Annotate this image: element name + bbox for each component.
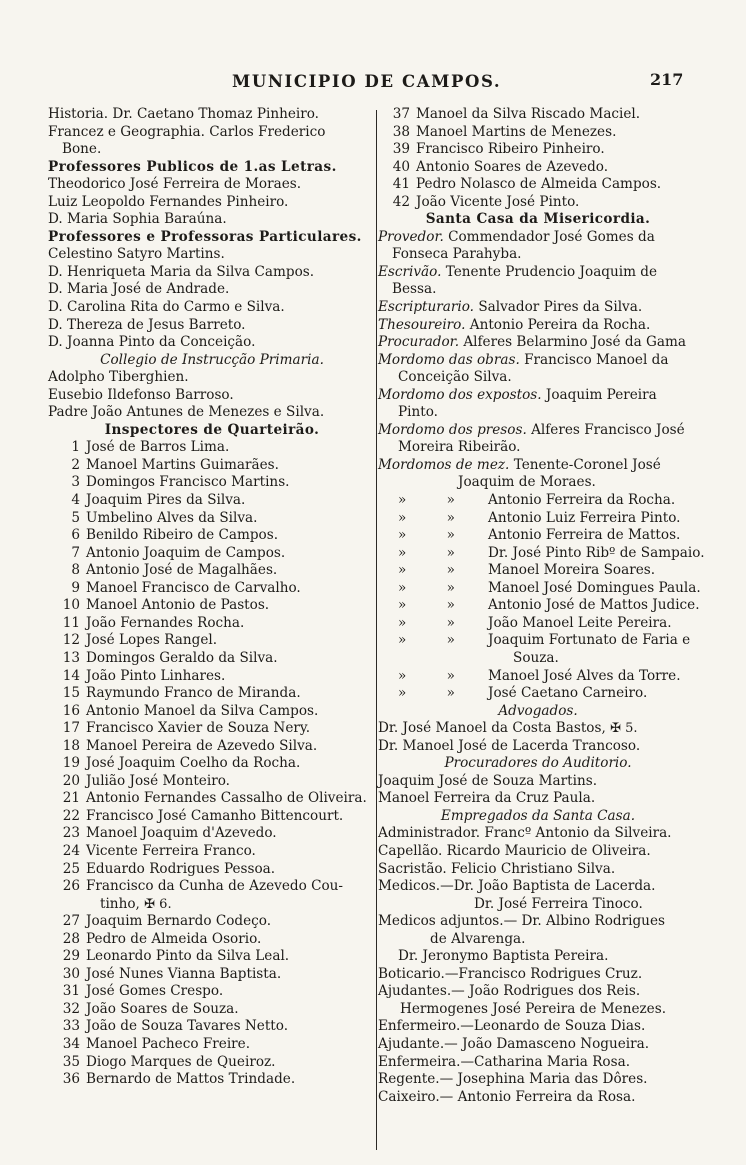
list-item: Celestino Satyro Martins.: [48, 246, 225, 263]
numbered-item: [48, 1018, 376, 1036]
item-number: 24: [62, 842, 80, 859]
numbered-item: [48, 632, 376, 650]
numbered-item: [48, 1054, 376, 1072]
inspectores-list-2: [48, 913, 376, 1088]
item-name: Joaquim Pires da Silva.: [86, 492, 246, 509]
item-number: 17: [62, 720, 80, 737]
item-name: Dr. José Manoel da Costa Bastos,: [378, 720, 606, 737]
list-item-cont: Dr. Jeronymo Baptista Pereira.: [398, 948, 609, 965]
numbered-item: [48, 948, 376, 966]
item-name: Francisco Xavier de Souza Nery.: [86, 720, 311, 737]
list-item: Sacristão. Felicio Christiano Silva.: [378, 860, 616, 877]
numbered-item: [48, 790, 376, 808]
item-number: 39: [392, 141, 410, 158]
role-name: Salvador Pires da Silva.: [478, 299, 643, 316]
item-number: 1: [71, 439, 80, 456]
numbered-item: [48, 668, 376, 686]
numbered-item: [48, 615, 376, 633]
role-procurador: [378, 334, 698, 352]
role-provedor: [378, 229, 698, 247]
item-number: 34: [62, 1035, 80, 1052]
role-name: Alferes Belarmino José da Gama: [463, 334, 686, 351]
ditto-marks: » »: [398, 562, 473, 579]
list-item-cont: Dr. José Ferreira Tinoco.: [474, 895, 643, 912]
ditto-item: [378, 527, 698, 545]
ditto-item: [378, 615, 698, 633]
role-label: Mordomos de mez.: [378, 456, 510, 473]
item-name: Vicente Ferreira Franco.: [86, 842, 256, 859]
list-item: D. Carolina Rita do Carmo e Silva.: [48, 299, 285, 316]
section-heading-inspectores: Inspectores de Quarteirão.: [104, 421, 320, 438]
item-number: 36: [62, 1071, 80, 1088]
item-name: Antonio Manoel da Silva Campos.: [86, 702, 319, 719]
list-item: Administrador. Francº Antonio da Silveira.: [378, 825, 672, 842]
order-cross-mark: ✠ 5.: [610, 721, 638, 737]
item-name: Eduardo Rodrigues Pessoa.: [86, 860, 276, 877]
item-name: Manoel José Domingues Paula.: [488, 579, 701, 596]
numbered-item: [48, 545, 376, 563]
list-item: Ajudantes.— João Rodrigues dos Reis.: [378, 983, 641, 1000]
item-name: Francisco José Camanho Bittencourt.: [86, 807, 344, 824]
page-header: [0, 70, 746, 96]
inspectores-list: [48, 439, 376, 878]
role-name-cont: Moreira Ribeirão.: [398, 439, 521, 456]
item-number: 35: [62, 1053, 80, 1070]
role-name: Francisco Manoel da: [524, 351, 669, 368]
numbered-item: [48, 878, 376, 896]
numbered-item: [48, 685, 376, 703]
item-name: José Nunes Vianna Baptista.: [86, 965, 282, 982]
item-name: José Lopes Rangel.: [86, 632, 218, 649]
item-number: 26: [62, 878, 80, 895]
item-number: 25: [62, 860, 80, 877]
role-name: Joaquim Pereira: [545, 386, 657, 403]
ditto-item: [378, 510, 698, 528]
role-label: Mordomo dos presos.: [378, 421, 527, 438]
right-column: [378, 106, 705, 1106]
list-item: Capellão. Ricardo Mauricio de Oliveira.: [378, 842, 651, 859]
item-name: Pedro Nolasco de Almeida Campos.: [416, 176, 662, 193]
list-item: Medicos.—Dr. João Baptista de Lacerda.: [378, 878, 656, 895]
role-name-cont: Fonseca Parahyba.: [392, 246, 522, 263]
item-name-cont: tinho,: [100, 895, 140, 912]
role-thesoureiro: [378, 317, 698, 335]
item-name: Manoel Francisco de Carvalho.: [86, 579, 301, 596]
list-item-cont: Hermogenes José Pereira de Menezes.: [400, 1000, 667, 1017]
item-number: 4: [71, 492, 80, 509]
numbered-item: [378, 159, 698, 177]
numbered-item: [48, 510, 376, 528]
numbered-item: [48, 983, 376, 1001]
numbered-item: [378, 106, 698, 124]
item-number: 7: [71, 544, 80, 561]
item-number: 3: [71, 474, 80, 491]
item-number: 23: [62, 825, 80, 842]
item-number: 11: [62, 614, 80, 631]
role-mordomo-expostos: [378, 387, 698, 405]
item-number: 30: [62, 965, 80, 982]
list-item: Caixeiro.— Antonio Ferreira da Rosa.: [378, 1088, 636, 1105]
list-item: Manoel Ferreira da Cruz Paula.: [378, 790, 596, 807]
numbered-item: [48, 966, 376, 984]
item-number: 33: [62, 1018, 80, 1035]
item-name: Antonio José de Magalhães.: [86, 562, 278, 579]
numbered-item: [48, 1071, 376, 1089]
list-item: Enfermeiro.—Leonardo de Souza Dias.: [378, 1018, 646, 1035]
role-label: Procurador.: [378, 334, 460, 351]
list-item: Adolpho Tiberghien.: [48, 369, 189, 386]
list-item: D. Henriqueta Maria da Silva Campos.: [48, 263, 315, 280]
francez-line: Francez e Geographia. Carlos Frederico: [48, 123, 326, 140]
item-number: 22: [62, 807, 80, 824]
numbered-item: [48, 773, 376, 791]
list-item: D. Joanna Pinto da Conceição.: [48, 334, 256, 351]
numbered-item-cont: [48, 896, 376, 914]
item-number: 6: [71, 527, 80, 544]
numbered-item: [378, 124, 698, 142]
section-heading-professores-particulares: Professores e Professoras Particulares.: [48, 228, 362, 245]
item-name: Antonio Soares de Azevedo.: [416, 158, 609, 175]
numbered-item: [48, 580, 376, 598]
list-item: Joaquim José de Souza Martins.: [378, 772, 598, 789]
item-name: João de Souza Tavares Netto.: [86, 1018, 289, 1035]
numbered-item: [48, 492, 376, 510]
item-number: 37: [392, 106, 410, 122]
ditto-marks: » »: [398, 685, 473, 702]
section-heading-empregados: Empregados da Santa Casa.: [440, 807, 636, 824]
item-number: 40: [392, 158, 410, 175]
item-name: Benildo Ribeiro de Campos.: [86, 527, 279, 544]
section-heading-advogados: Advogados.: [498, 702, 578, 719]
item-number: 20: [62, 772, 80, 789]
numbered-item: [48, 861, 376, 879]
item-name: Antonio Ferreira da Rocha.: [488, 492, 676, 509]
item-name: Bernardo de Mattos Trindade.: [86, 1071, 296, 1088]
role-name-cont: Pinto.: [398, 404, 438, 421]
ditto-marks: » »: [398, 614, 473, 631]
item-number: 38: [392, 123, 410, 140]
item-number: 28: [62, 930, 80, 947]
list-item-cont: de Alvarenga.: [430, 930, 526, 947]
item-name: João Vicente José Pinto.: [416, 193, 580, 210]
item-name: Manoel Martins Guimarães.: [86, 456, 279, 473]
item-number: 41: [392, 176, 410, 193]
list-item: Enfermeira.—Catharina Maria Rosa.: [378, 1053, 631, 1070]
role-label: Escrivão.: [378, 263, 442, 280]
item-name: Raymundo Franco de Miranda.: [86, 685, 301, 702]
role-name: Tenente Prudencio Joaquim de: [445, 263, 658, 280]
item-name: João Pinto Linhares.: [86, 667, 226, 684]
item-name: Domingos Geraldo da Silva.: [86, 649, 278, 666]
item-name: Joaquim Bernardo Codeço.: [86, 913, 272, 930]
mordomos-list-2: [378, 668, 698, 703]
ditto-marks: » »: [398, 597, 473, 614]
role-name: Antonio Pereira da Rocha.: [469, 316, 651, 333]
item-number: 42: [392, 193, 410, 210]
item-number: 18: [62, 737, 80, 754]
item-number: 5: [71, 509, 80, 526]
section-heading-collegio: Collegio de Instrucção Primaria.: [100, 351, 324, 368]
role-name-cont: Conceição Silva.: [398, 369, 512, 386]
item-number: 10: [62, 597, 80, 614]
item-name: Joaquim Fortunato de Faria e: [488, 632, 691, 649]
item-name: João Soares de Souza.: [86, 1000, 239, 1017]
numbered-item: [48, 1001, 376, 1019]
list-item: Dr. Manoel José de Lacerda Trancoso.: [378, 737, 641, 754]
numbered-item: [48, 562, 376, 580]
page-title: MUNICIPIO DE CAMPOS.: [232, 72, 502, 91]
item-number: 29: [62, 948, 80, 965]
item-number: 9: [71, 579, 80, 596]
ditto-marks: » »: [398, 632, 473, 649]
item-number: 8: [71, 562, 80, 579]
numbered-item: [48, 825, 376, 843]
item-name: Francisco Ribeiro Pinheiro.: [416, 141, 605, 158]
item-name-cont: Souza.: [513, 649, 559, 666]
item-name: João Fernandes Rocha.: [86, 614, 245, 631]
numbered-item: [48, 913, 376, 931]
list-item: Boticario.—Francisco Rodrigues Cruz.: [378, 965, 643, 982]
item-number: 27: [62, 913, 80, 930]
numbered-item: [48, 474, 376, 492]
role-escripturario: [378, 299, 698, 317]
role-label: Provedor.: [378, 228, 444, 245]
ditto-marks: » »: [398, 579, 473, 596]
item-name: Antonio Fernandes Cassalho de Oliveira.: [86, 790, 367, 807]
list-item: D. Maria Sophia Baraúna.: [48, 211, 227, 228]
list-item: D. Thereza de Jesus Barreto.: [48, 316, 246, 333]
item-name: Manoel da Silva Riscado Maciel.: [416, 106, 641, 122]
item-number: 31: [62, 983, 80, 1000]
role-name: Tenente-Coronel José: [513, 456, 661, 473]
numbered-item: [48, 843, 376, 861]
list-item: Padre João Antunes de Menezes e Silva.: [48, 404, 325, 421]
column-divider: [376, 110, 377, 1150]
numbered-item: [48, 755, 376, 773]
item-name: Pedro de Almeida Osorio.: [86, 930, 262, 947]
numbered-item: [378, 194, 698, 212]
item-name: Antonio Joaquim de Campos.: [86, 544, 286, 561]
item-name: Dr. José Pinto Ribº de Sampaio.: [488, 544, 705, 561]
numbered-item: [48, 808, 376, 826]
section-heading-procuradores: Procuradores do Auditorio.: [444, 755, 632, 772]
list-item: Ajudante.— João Damasceno Nogueira.: [378, 1035, 650, 1052]
item-name: João Manoel Leite Pereira.: [488, 614, 672, 631]
list-item: Theodorico José Ferreira de Moraes.: [48, 176, 302, 193]
role-name: Commendador José Gomes da: [448, 228, 655, 245]
numbered-item: [48, 527, 376, 545]
item-number: 32: [62, 1000, 80, 1017]
item-name: Manoel Pereira de Azevedo Silva.: [86, 737, 318, 754]
item-number: 15: [62, 685, 80, 702]
item-number: 19: [62, 755, 80, 772]
numbered-item: [48, 597, 376, 615]
role-escrivao: [378, 264, 698, 282]
item-number: 16: [62, 702, 80, 719]
list-item: D. Maria José de Andrade.: [48, 281, 230, 298]
numbered-item: [48, 439, 376, 457]
item-name: Manoel Martins de Menezes.: [416, 123, 617, 140]
ditto-marks: » »: [398, 527, 473, 544]
ditto-marks: » »: [398, 492, 473, 509]
item-name: Francisco da Cunha de Azevedo Cou-: [86, 878, 344, 895]
francez-line-cont: Bone.: [62, 141, 102, 158]
page-number: 217: [650, 70, 684, 89]
ditto-marks: » »: [398, 667, 473, 684]
numbered-item: [48, 720, 376, 738]
list-item: Regente.— Josephina Maria das Dôres.: [378, 1071, 648, 1088]
numbered-item: [378, 141, 698, 159]
left-column: [48, 106, 376, 1089]
numbered-item: [378, 176, 698, 194]
item-name: Manoel José Alves da Torre.: [488, 667, 681, 684]
section-heading-santa-casa: Santa Casa da Misericordia.: [425, 211, 651, 228]
role-name-cont: Joaquim de Moraes.: [458, 474, 596, 491]
ditto-marks: » »: [398, 509, 473, 526]
numbered-item: [48, 650, 376, 668]
role-mordomo-presos: [378, 422, 698, 440]
role-name-cont: Bessa.: [392, 281, 437, 298]
item-name: José Caetano Carneiro.: [488, 685, 648, 702]
item-name: Julião José Monteiro.: [86, 772, 230, 789]
item-name: Manoel Moreira Soares.: [488, 562, 656, 579]
historia-line: Historia. Dr. Caetano Thomaz Pinheiro.: [48, 106, 319, 122]
item-name: José Joaquim Coelho da Rocha.: [86, 755, 301, 772]
ditto-item: [378, 597, 698, 615]
numbered-item: [48, 457, 376, 475]
item-name: José Gomes Crespo.: [86, 983, 224, 1000]
ditto-item: [378, 668, 698, 686]
list-item: [378, 720, 698, 738]
item-name: José de Barros Lima.: [86, 439, 230, 456]
role-name: Alferes Francisco José: [531, 421, 685, 438]
item-number: 12: [62, 632, 80, 649]
ditto-item: [378, 492, 698, 510]
section-heading-professores-publicos: Professores Publicos de 1.as Letras.: [48, 158, 337, 175]
item-number: 21: [62, 790, 80, 807]
numbered-item: [48, 703, 376, 721]
item-number: 13: [62, 649, 80, 666]
item-name: Manoel Pacheco Freire.: [86, 1035, 251, 1052]
order-cross-mark: ✠ 6.: [144, 896, 172, 912]
list-item: Eusebio Ildefonso Barroso.: [48, 386, 234, 403]
item-name: Manoel Antonio de Pastos.: [86, 597, 270, 614]
role-mordomo-obras: [378, 352, 698, 370]
item-name: Manoel Joaquim d'Azevedo.: [86, 825, 277, 842]
numbered-item: [48, 1036, 376, 1054]
ditto-item: [378, 562, 698, 580]
mordomos-list: [378, 492, 705, 632]
ditto-item: [378, 632, 698, 650]
role-mordomos-mez: [378, 457, 698, 475]
item-number: 14: [62, 667, 80, 684]
inspectores-list-cont: [378, 106, 698, 211]
ditto-marks: » »: [398, 544, 473, 561]
role-label: Escripturario.: [378, 299, 474, 316]
ditto-item: [378, 685, 698, 703]
item-name: Umbelino Alves da Silva.: [86, 509, 258, 526]
ditto-item: [378, 579, 701, 598]
item-name: Antonio José de Mattos Judice.: [488, 597, 700, 614]
list-item: Medicos adjuntos.— Dr. Albino Rodrigues: [378, 913, 665, 930]
role-label: Thesoureiro.: [378, 316, 466, 333]
item-name: Leonardo Pinto da Silva Leal.: [86, 948, 290, 965]
list-item: Luiz Leopoldo Fernandes Pinheiro.: [48, 193, 289, 210]
item-number: 2: [71, 456, 80, 473]
item-name: Antonio Luiz Ferreira Pinto.: [488, 509, 681, 526]
item-name: Diogo Marques de Queiroz.: [86, 1053, 276, 1070]
item-name: Antonio Ferreira de Mattos.: [488, 527, 681, 544]
role-label: Mordomo dos expostos.: [378, 386, 542, 403]
ditto-item: [378, 544, 705, 563]
role-label: Mordomo das obras.: [378, 351, 520, 368]
numbered-item: [48, 931, 376, 949]
item-name: Domingos Francisco Martins.: [86, 474, 290, 491]
numbered-item: [48, 738, 376, 756]
